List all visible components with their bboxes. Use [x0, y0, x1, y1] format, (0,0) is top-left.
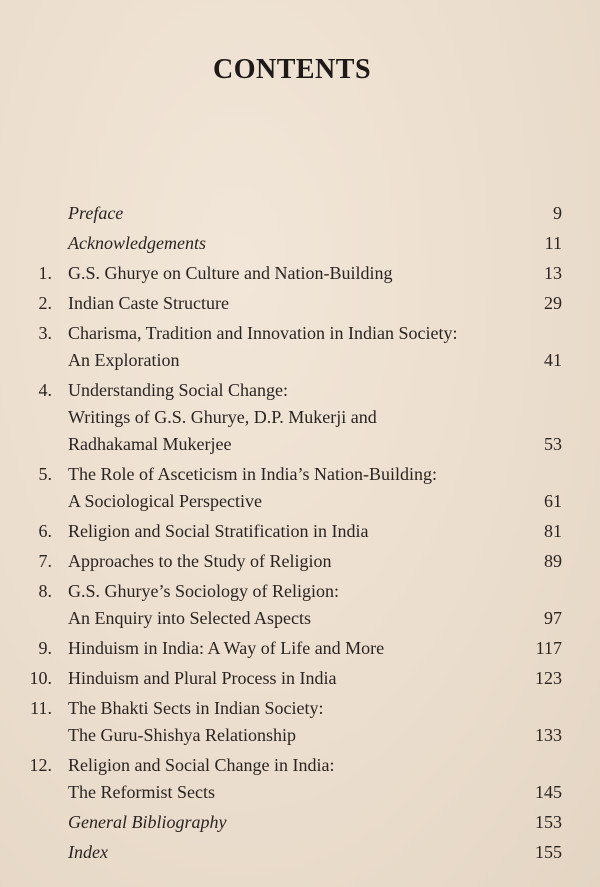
- entry-title: [68, 548, 518, 575]
- entry-title: [68, 752, 518, 806]
- entry-title: [68, 635, 518, 662]
- page-number: 155: [535, 842, 562, 862]
- chapter-number: 1.: [38, 263, 52, 283]
- chapter-number: 6.: [38, 521, 52, 541]
- page-number: 145: [535, 782, 562, 802]
- entry-title: [68, 230, 518, 257]
- chapter-number: 12.: [29, 755, 52, 775]
- entry-title-line: Hinduism in India: A Way of Life and More: [68, 638, 385, 658]
- entry-title-line: General Bibliography: [68, 812, 227, 832]
- page-number: 89: [544, 551, 562, 571]
- entry-title-line: Writings of G.S. Ghurye, D.P. Mukerji and: [68, 407, 377, 427]
- page-number: 9: [553, 203, 562, 223]
- chapter-number: 4.: [38, 380, 52, 400]
- page-number: 123: [535, 668, 562, 688]
- entry-title-line: Hinduism and Plural Process in India: [68, 668, 337, 688]
- page-number: 11: [544, 233, 562, 253]
- chapter-number: 5.: [38, 464, 52, 484]
- entry-title-line: Understanding Social Change:: [68, 380, 288, 400]
- page-number: 81: [544, 521, 562, 541]
- page-number: 53: [544, 434, 562, 454]
- page-number: 133: [535, 725, 562, 745]
- page-number: 61: [544, 491, 562, 511]
- entry-title-line: An Exploration: [68, 350, 180, 370]
- entry-title-line: The Role of Asceticism in India’s Nation-Building:: [68, 464, 437, 484]
- entry-title-line: Acknowledgements: [68, 233, 206, 253]
- chapter-number: 7.: [38, 551, 52, 571]
- entry-title-line: A Sociological Perspective: [68, 491, 262, 511]
- entry-title-line: Preface: [68, 203, 124, 223]
- entry-title-line: An Enquiry into Selected Aspects: [68, 608, 311, 628]
- entry-title-line: The Reformist Sects: [68, 782, 215, 802]
- entry-title: [68, 290, 518, 317]
- entry-title-line: Radhakamal Mukerjee: [68, 434, 232, 454]
- entry-title-line: Indian Caste Structure: [68, 293, 229, 313]
- chapter-number: 11.: [30, 698, 52, 718]
- entry-title-line: Index: [68, 842, 108, 862]
- entry-title-line: G.S. Ghurye on Culture and Nation-Building: [68, 263, 393, 283]
- entry-title-line: The Bhakti Sects in Indian Society:: [68, 698, 324, 718]
- entry-title: [68, 320, 518, 374]
- page-title: CONTENTS: [212, 54, 372, 85]
- entry-title: [68, 518, 518, 545]
- entry-title: [68, 839, 518, 866]
- entry-title: [68, 260, 518, 287]
- entry-title: [68, 578, 518, 632]
- entry-title: [68, 377, 518, 458]
- chapter-number: 10.: [29, 668, 52, 688]
- entry-title: [68, 809, 518, 836]
- entry-title-line: Approaches to the Study of Religion: [68, 551, 332, 571]
- entry-title: [68, 200, 518, 227]
- chapter-number: 8.: [38, 581, 52, 601]
- entry-title: [68, 461, 518, 515]
- page-number: 117: [535, 638, 562, 658]
- page-number: 41: [544, 350, 562, 370]
- entry-title: [68, 665, 518, 692]
- entry-title-line: The Guru-Shishya Relationship: [68, 725, 296, 745]
- chapter-number: 3.: [38, 323, 52, 343]
- entry-title-line: Religion and Social Change in India:: [68, 755, 335, 775]
- chapter-number: 9.: [38, 638, 52, 658]
- entry-title: [68, 695, 518, 749]
- entry-title-line: G.S. Ghurye’s Sociology of Religion:: [68, 581, 339, 601]
- page-number: 153: [535, 812, 562, 832]
- page-number: 13: [544, 263, 562, 283]
- chapter-number: 2.: [38, 293, 52, 313]
- page-number: 97: [544, 608, 562, 628]
- entry-title-line: Religion and Social Stratification in India: [68, 521, 369, 541]
- entry-title-line: Charisma, Tradition and Innovation in Indian Society:: [68, 323, 458, 343]
- page-number: 29: [544, 293, 562, 313]
